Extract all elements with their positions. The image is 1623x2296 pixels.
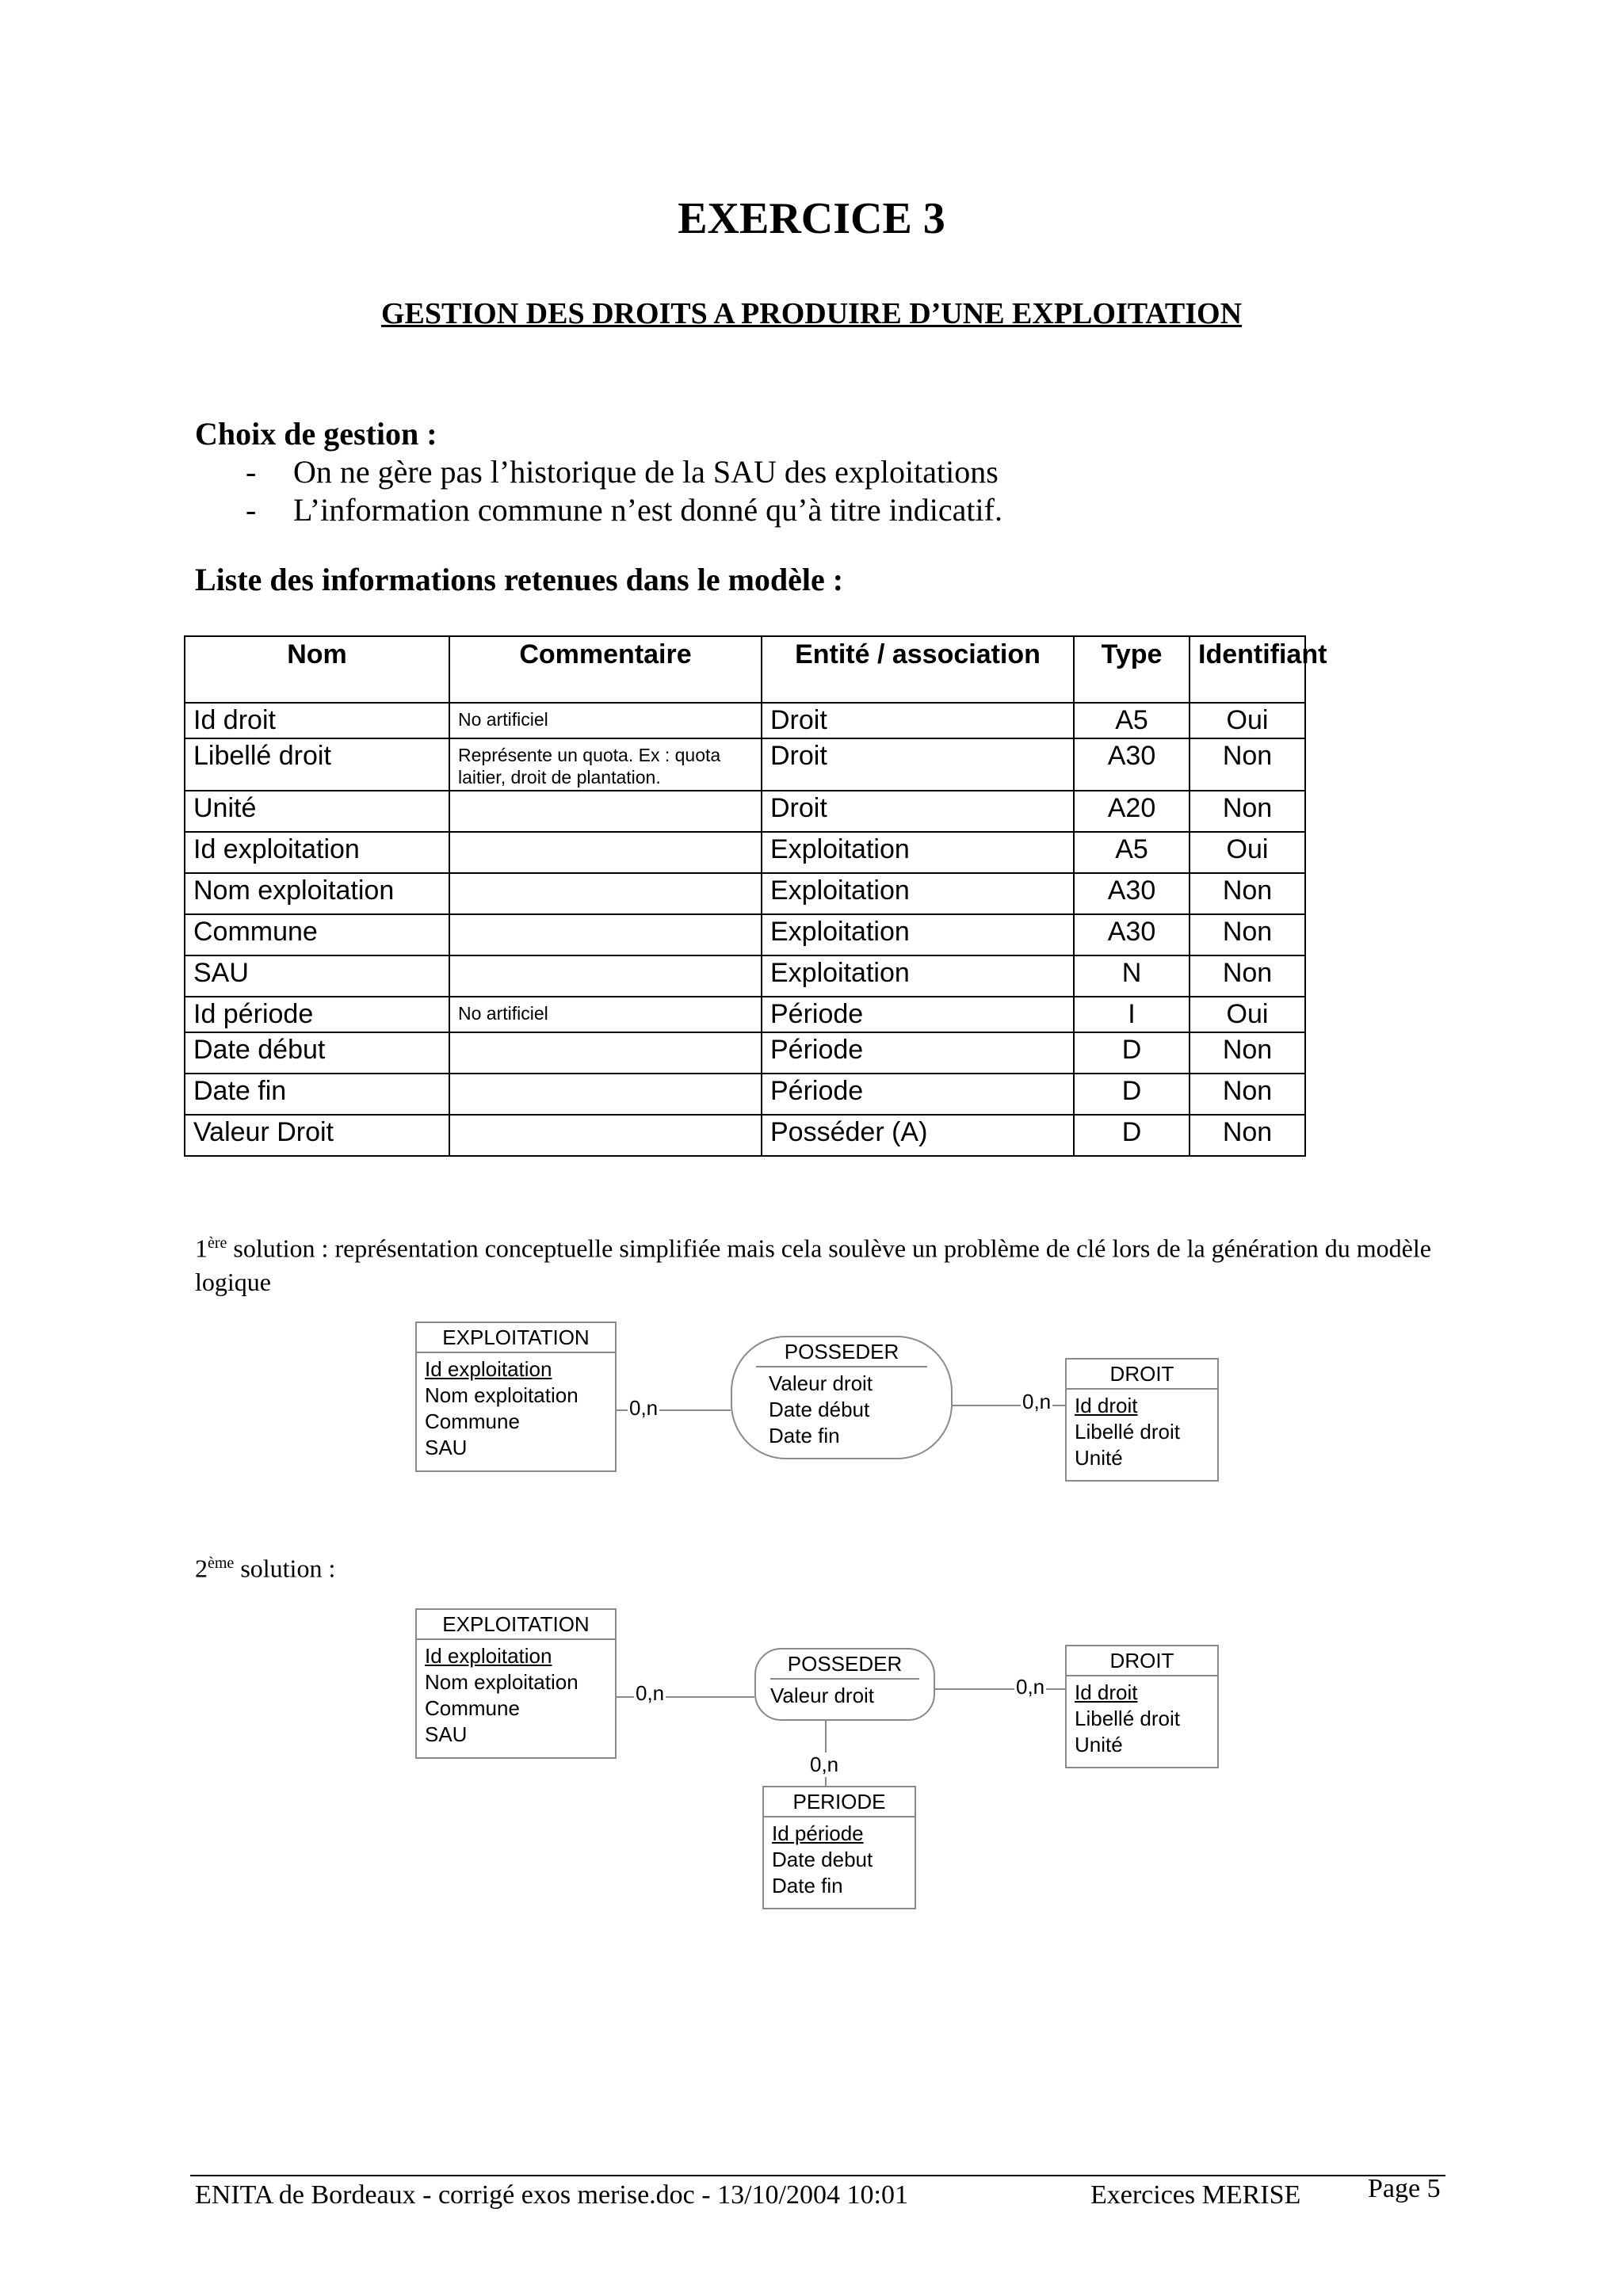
table-cell: Exploitation xyxy=(762,832,1074,873)
liste-heading: Liste des informations retenues dans le modèle : xyxy=(195,562,844,597)
cardinality-label: 0,n xyxy=(629,1396,659,1420)
association-attribute: Valeur droit xyxy=(769,1371,873,1395)
footer-rule xyxy=(190,2175,1445,2176)
association-attribute: Date début xyxy=(769,1398,870,1421)
table-cell: D xyxy=(1074,1074,1190,1115)
table-cell: A5 xyxy=(1074,703,1190,738)
table-cell: Période xyxy=(762,997,1074,1032)
entity-exploitation xyxy=(415,1322,617,1472)
choix-item: - On ne gère pas l’historique de la SAU des exploitations xyxy=(246,454,999,490)
table-cell: Exploitation xyxy=(762,955,1074,997)
association-posseder xyxy=(731,1336,953,1459)
entity-attribute: Unité xyxy=(1075,1446,1123,1470)
entity-attribute: Unité xyxy=(1075,1733,1123,1756)
footer-page-number: Page 5 xyxy=(1368,2174,1441,2203)
table-cell: Nom exploitation xyxy=(185,873,449,914)
table-cell: Commune xyxy=(185,914,449,955)
entity-attribute: SAU xyxy=(425,1722,468,1746)
solution-number: 2 xyxy=(195,1554,208,1583)
choix-heading: Choix de gestion : xyxy=(195,416,437,452)
table-cell: Valeur Droit xyxy=(185,1115,449,1156)
footer-document-info: ENITA de Bordeaux - corrigé exos merise.doc - 13/10/2004 10:01 xyxy=(195,2180,908,2210)
table-cell: Non xyxy=(1190,1115,1305,1156)
choix-item-text: L’information commune n’est donné qu’à titre indicatif. xyxy=(293,492,1002,528)
solution-ordinal: ère xyxy=(208,1234,227,1252)
entity-identifier: Id exploitation xyxy=(425,1644,552,1668)
entity-identifier: Id période xyxy=(772,1821,864,1845)
table-cell: SAU xyxy=(185,955,449,997)
table-cell: Droit xyxy=(762,738,1074,791)
table-cell: I xyxy=(1074,997,1190,1032)
entity-identifier: Id droit xyxy=(1075,1680,1138,1704)
entity-exploitation xyxy=(415,1608,617,1759)
page-title: EXERCICE 3 xyxy=(678,194,945,243)
table-cell: Droit xyxy=(762,791,1074,832)
table-cell: A30 xyxy=(1074,738,1190,791)
entity-attribute: Commune xyxy=(425,1696,520,1720)
table-cell: Non xyxy=(1190,791,1305,832)
table-cell: Unité xyxy=(185,791,449,832)
table-cell: Id période xyxy=(185,997,449,1032)
cardinality-label: 0,n xyxy=(1022,1390,1052,1413)
table-cell: Non xyxy=(1190,1074,1305,1115)
column-header: Entité / association xyxy=(762,636,1074,703)
cardinality-label: 0,n xyxy=(636,1681,665,1705)
table-cell: Id exploitation xyxy=(185,832,449,873)
entity-droit xyxy=(1065,1645,1219,1768)
entity-identifier: Id droit xyxy=(1075,1394,1138,1417)
table-cell: Droit xyxy=(762,703,1074,738)
table-cell: A30 xyxy=(1074,914,1190,955)
entity-name: DROIT xyxy=(1067,1360,1217,1390)
column-header: Commentaire xyxy=(449,636,762,703)
entity-attribute: Nom exploitation xyxy=(425,1670,579,1694)
table-cell: Oui xyxy=(1190,997,1305,1032)
table-cell: N xyxy=(1074,955,1190,997)
choix-item-text: On ne gère pas l’historique de la SAU des exploitations xyxy=(293,454,999,490)
entity-attribute: Date debut xyxy=(772,1848,873,1871)
table-cell: D xyxy=(1074,1115,1190,1156)
table-cell: Date début xyxy=(185,1032,449,1074)
solution-description: solution : représentation conceptuelle simplifiée mais cela soulève un problème de clé lors de la génération du modèle logique xyxy=(195,1234,1431,1296)
table-cell: A5 xyxy=(1074,832,1190,873)
entity-attribute: SAU xyxy=(425,1436,468,1459)
table-cell: Date fin xyxy=(185,1074,449,1115)
entity-attribute: Date fin xyxy=(772,1874,843,1897)
table-cell: Exploitation xyxy=(762,914,1074,955)
entity-attribute: Libellé droit xyxy=(1075,1707,1180,1730)
table-cell: Non xyxy=(1190,738,1305,791)
solution-description: solution : xyxy=(234,1554,336,1583)
entity-periode xyxy=(762,1786,916,1909)
cardinality-label: 0,n xyxy=(810,1753,839,1776)
entity-attribute: Nom exploitation xyxy=(425,1383,579,1407)
association-name: POSSEDER xyxy=(770,1650,919,1680)
table-cell: A30 xyxy=(1074,873,1190,914)
page-subtitle: GESTION DES DROITS A PRODUIRE D’UNE EXPLOITATION xyxy=(380,297,1243,330)
entity-attribute: Libellé droit xyxy=(1075,1420,1180,1444)
table-cell: D xyxy=(1074,1032,1190,1074)
table-cell: A20 xyxy=(1074,791,1190,832)
column-header: Nom xyxy=(185,636,449,703)
entity-name: DROIT xyxy=(1067,1646,1217,1676)
table-cell: Libellé droit xyxy=(185,738,449,791)
table-cell: Non xyxy=(1190,955,1305,997)
association-attribute: Valeur droit xyxy=(770,1684,875,1707)
table-cell: No artificiel xyxy=(449,997,762,1032)
entity-identifier: Id exploitation xyxy=(425,1357,552,1381)
column-header: Type xyxy=(1074,636,1190,703)
table-cell: Oui xyxy=(1190,703,1305,738)
choix-item: - L’information commune n’est donné qu’à titre indicatif. xyxy=(246,492,1002,528)
column-header: Identifiant xyxy=(1190,636,1305,703)
table-cell: Oui xyxy=(1190,832,1305,873)
entity-name: EXPLOITATION xyxy=(417,1610,615,1640)
table-cell: No artificiel xyxy=(449,703,762,738)
table-cell: Non xyxy=(1190,914,1305,955)
solution-2-text xyxy=(195,1547,1439,1585)
table-cell: Non xyxy=(1190,1032,1305,1074)
cardinality-label: 0,n xyxy=(1016,1675,1045,1699)
association-posseder xyxy=(754,1648,935,1721)
association-name: POSSEDER xyxy=(756,1337,927,1367)
table-cell: Posséder (A) xyxy=(762,1115,1074,1156)
entity-attribute: Commune xyxy=(425,1409,520,1433)
table-cell: Période xyxy=(762,1032,1074,1074)
footer-course-name: Exercices MERISE xyxy=(1090,2180,1301,2210)
table-cell: Exploitation xyxy=(762,873,1074,914)
solution-number: 1 xyxy=(195,1234,208,1263)
table-cell: Représente un quota. Ex : quota laitier, droit de plantation. xyxy=(449,738,762,791)
entity-name: PERIODE xyxy=(764,1787,915,1817)
table-cell: Id droit xyxy=(185,703,449,738)
association-attribute: Date fin xyxy=(769,1424,840,1447)
entity-name: EXPLOITATION xyxy=(417,1323,615,1353)
entity-droit xyxy=(1065,1358,1219,1482)
table-cell: Non xyxy=(1190,873,1305,914)
solution-ordinal: ème xyxy=(208,1554,235,1572)
table-cell: Période xyxy=(762,1074,1074,1115)
